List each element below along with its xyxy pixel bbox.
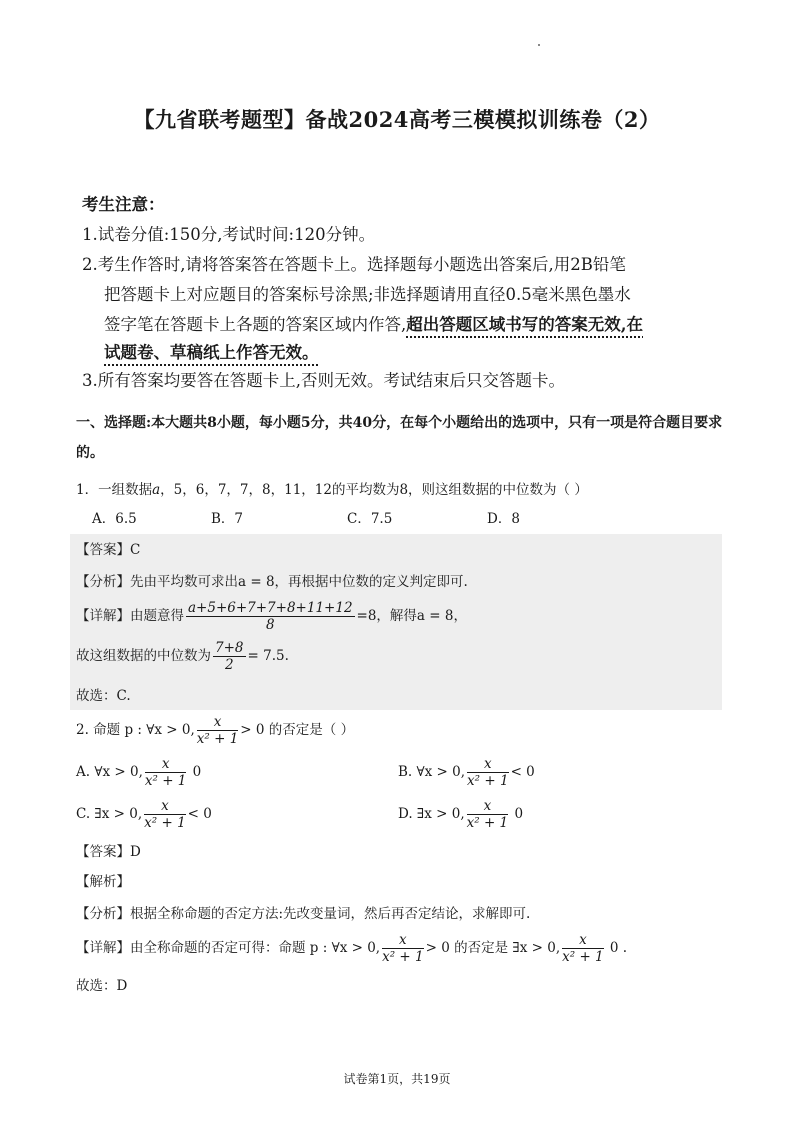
scan-dot — [538, 44, 540, 46]
q2-option-c-post: < 0 — [187, 806, 212, 822]
notice-item-2-plain: 签字笔在答题卡上各题的答案区域内作答, — [104, 315, 407, 334]
q1-mean-denominator: 8 — [265, 617, 275, 633]
q2-option-a-fraction — [145, 756, 187, 789]
q2-stem-fraction — [197, 714, 239, 747]
notice-item-2-emphasis: 超出答题区域书写的答案无效,在 — [406, 315, 643, 334]
q2-option-d-den: x² + 1 — [466, 815, 509, 831]
q1-mean-numerator: a+5+6+7+7+8+11+12 — [188, 600, 353, 616]
notice-item-2: 2.考生作答时,请将答案答在答题卡上。选择题每小题选出答案后,用2B铅笔 — [82, 255, 626, 274]
q1-median-fraction — [213, 640, 246, 673]
q2-option-a-post: 0 — [188, 764, 202, 780]
notice-heading: 考生注意： — [82, 195, 165, 214]
q2-stem-suffix: > 0 的否定是（ ） — [240, 722, 355, 738]
page-title: 【九省联考题型】备战2024高考三模模拟训练卷（2） — [133, 107, 661, 132]
q2-option-d-num: x — [467, 798, 509, 815]
q2-detail — [76, 932, 627, 965]
q2-detail-fraction-1 — [382, 932, 424, 965]
q1-detail — [76, 600, 467, 633]
q1-median-suffix: = 7.5. — [247, 648, 289, 664]
notice-item-3: 3.所有答案均要答在答题卡上,否则无效。考试结束后只交答题卡。 — [82, 371, 565, 390]
q2-stem-den: x² + 1 — [196, 731, 239, 747]
q1-option-b: B．7 — [211, 511, 244, 527]
q2-option-a — [76, 756, 201, 789]
q1-median — [76, 640, 289, 673]
q2-option-b-den: x² + 1 — [467, 773, 509, 789]
page-footer: 试卷第1页，共19页 — [343, 1072, 451, 1086]
section-heading: 一、选择题:本大题共8小题，每小题5分，共40分，在每个小题给出的选项中，只有一项是符合题目要求的。 — [76, 415, 723, 461]
q2-option-b-fraction — [467, 756, 509, 789]
q2-detail-prefix: 【详解】由全称命题的否定可得：命题 p : ∀x > 0, — [76, 940, 381, 956]
q1-mean-fraction — [186, 600, 355, 633]
notice-item-2-line4: 试题卷、草稿纸上作答无效。 — [104, 343, 319, 362]
q1-analysis: 【分析】先由平均数可求出a = 8，再根据中位数的定义判定即可. — [76, 574, 468, 590]
q2-option-a-num: x — [145, 756, 187, 773]
q1-var: a — [152, 482, 161, 498]
q2-stem — [76, 714, 354, 747]
q2-option-c-fraction — [144, 798, 186, 831]
q2-option-c-pre: C. ∃x > 0, — [76, 806, 143, 822]
q2-option-a-pre: A. ∀x > 0, — [76, 764, 143, 780]
notice-item-1: 1.试卷分值:150分,考试时间:120分钟。 — [82, 225, 376, 244]
q2-detail-mid: > 0 的否定是 ∃x > 0, — [425, 940, 561, 956]
q2-option-a-den: x² + 1 — [144, 773, 187, 789]
q2-answer: 【答案】D — [76, 844, 141, 860]
q1-stem-b: ，5，6，7，7，8，11，12的平均数为8，则这组数据的中位数为（ ） — [160, 482, 588, 498]
q1-stem — [76, 480, 588, 500]
q2-detail-den-1: x² + 1 — [382, 949, 424, 965]
q2-detail-num-1: x — [382, 932, 424, 949]
q2-option-b-post: < 0 — [510, 764, 535, 780]
q2-detail-den-2: x² + 1 — [562, 949, 604, 965]
q2-stem-prefix: 2. 命题 p : ∀x > 0, — [76, 722, 195, 738]
q1-median-denominator: 2 — [224, 657, 234, 673]
notice-item-2-line2: 把答题卡上对应题目的答案标号涂黑;非选择题请用直径0.5毫米黑色墨水 — [104, 285, 631, 304]
q2-detail-suffix: 0 . — [605, 940, 628, 956]
q2-jiexi: 【解析】 — [76, 874, 130, 890]
q2-choose: 故选：D — [76, 978, 128, 994]
q2-detail-fraction-2 — [562, 932, 604, 965]
q1-stem-a: 1．一组数据 — [76, 482, 153, 498]
q1-option-d: D．8 — [487, 511, 520, 527]
q1-detail-prefix: 【详解】由题意得 — [76, 608, 184, 624]
q2-detail-num-2: x — [562, 932, 604, 949]
q2-option-c-num: x — [144, 798, 186, 815]
q2-option-b-pre: B. ∀x > 0, — [398, 764, 466, 780]
q2-option-d — [398, 798, 523, 831]
q2-option-b-num: x — [467, 756, 509, 773]
q2-analysis: 【分析】根据全称命题的否定方法:先改变量词，然后再否定结论，求解即可. — [76, 906, 531, 922]
q1-answer: 【答案】C — [76, 542, 141, 558]
q2-stem-num: x — [197, 714, 239, 731]
q1-detail-suffix: =8，解得a = 8， — [356, 608, 467, 624]
q2-option-d-fraction — [467, 798, 509, 831]
q2-option-c — [76, 798, 212, 831]
q1-option-c: C．7.5 — [347, 511, 393, 527]
q2-option-c-den: x² + 1 — [144, 815, 186, 831]
notice-item-2-line3 — [104, 314, 643, 336]
q2-option-b — [398, 756, 535, 789]
q1-median-numerator: 7+8 — [215, 640, 244, 656]
q1-choose: 故选：C. — [76, 688, 131, 704]
q1-median-prefix: 故这组数据的中位数为 — [76, 648, 211, 664]
q2-option-d-post: 0 — [510, 806, 524, 822]
q2-option-d-pre: D. ∃x > 0, — [398, 806, 465, 822]
q1-option-a: A．6.5 — [92, 511, 137, 527]
